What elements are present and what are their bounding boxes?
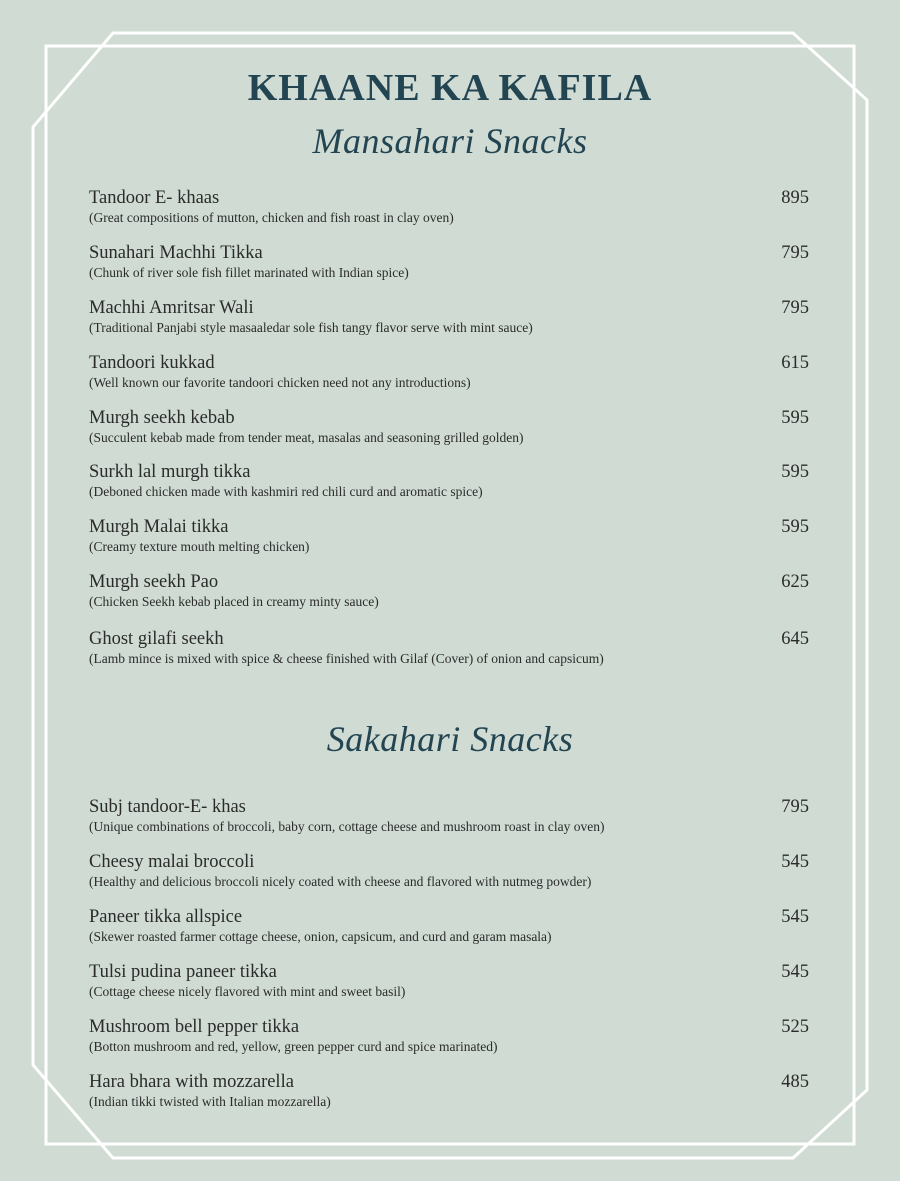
item-description: (Chicken Seekh kebab placed in creamy minty sauce)	[89, 594, 379, 609]
item-description: (Creamy texture mouth melting chicken)	[89, 539, 310, 554]
item-name: Murgh seekh Pao	[89, 572, 219, 592]
item-description: (Indian tikki twisted with Italian mozzarella)	[89, 1094, 331, 1109]
item-price: 645	[781, 629, 809, 649]
menu-item	[89, 242, 809, 282]
item-name: Paneer tikka allspice	[89, 907, 243, 927]
menu-item	[89, 516, 809, 556]
item-name: Surkh lal murgh tikka	[89, 462, 251, 482]
item-name: Murgh seekh kebab	[89, 408, 235, 428]
item-name: Machhi Amritsar Wali	[89, 298, 254, 318]
menu-item	[89, 461, 809, 501]
item-description: (Succulent kebab made from tender meat, masalas and seasoning grilled golden)	[89, 430, 524, 445]
item-price: 545	[781, 852, 809, 872]
item-price: 795	[781, 298, 809, 318]
item-name: Murgh Malai tikka	[89, 517, 229, 537]
item-description: (Cottage cheese nicely flavored with mint and sweet basil)	[89, 984, 406, 999]
item-description: (Traditional Panjabi style masaaledar sole fish tangy flavor serve with mint sauce)	[89, 320, 533, 335]
item-price: 795	[781, 797, 809, 817]
item-price: 795	[781, 243, 809, 263]
menu-item	[89, 407, 809, 447]
item-price: 595	[781, 517, 809, 537]
item-name: Sunahari Machhi Tikka	[89, 243, 263, 263]
item-price: 895	[781, 188, 809, 208]
item-name: Hara bhara with mozzarella	[89, 1072, 294, 1092]
item-description: (Well known our favorite tandoori chicken need not any introductions)	[89, 375, 471, 390]
item-price: 625	[781, 572, 809, 592]
item-price: 485	[781, 1072, 809, 1092]
menu-item	[89, 961, 809, 1001]
section-title-mansahari: Mansahari Snacks	[312, 121, 588, 161]
menu-item	[89, 187, 809, 227]
menu-item	[89, 352, 809, 392]
item-description: (Botton mushroom and red, yellow, green pepper curd and spice marinated)	[89, 1039, 498, 1054]
item-price: 615	[781, 353, 809, 373]
item-description: (Unique combinations of broccoli, baby corn, cottage cheese and mushroom roast in clay oven)	[89, 819, 605, 834]
menu-item	[89, 297, 809, 337]
menu-item	[89, 571, 809, 611]
item-description: (Great compositions of mutton, chicken and fish roast in clay oven)	[89, 210, 454, 225]
section-title-sakahari: Sakahari Snacks	[326, 719, 574, 759]
item-price: 595	[781, 408, 809, 428]
item-description: (Lamb mince is mixed with spice & cheese finished with Gilaf (Cover) of onion and capsicum)	[89, 651, 604, 666]
item-description: (Deboned chicken made with kashmiri red chili curd and aromatic spice)	[89, 484, 483, 499]
item-name: Tandoor E- khaas	[89, 188, 220, 208]
item-price: 545	[781, 962, 809, 982]
item-description: (Skewer roasted farmer cottage cheese, onion, capsicum, and curd and garam masala)	[89, 929, 552, 944]
item-name: Tandoori kukkad	[89, 353, 215, 373]
menu-item	[89, 628, 809, 668]
item-name: Subj tandoor-E- khas	[89, 797, 246, 817]
item-name: Cheesy malai broccoli	[89, 852, 255, 872]
menu-item	[89, 1071, 809, 1111]
item-name: Ghost gilafi seekh	[89, 629, 224, 649]
restaurant-title: KHAANE KA KAFILA	[247, 67, 653, 109]
item-price: 525	[781, 1017, 809, 1037]
menu-item	[89, 1016, 809, 1056]
item-price: 595	[781, 462, 809, 482]
menu-item	[89, 796, 809, 836]
menu-item	[89, 851, 809, 891]
item-price: 545	[781, 907, 809, 927]
item-description: (Healthy and delicious broccoli nicely coated with cheese and flavored with nutmeg powder)	[89, 874, 592, 889]
item-name: Tulsi pudina paneer tikka	[89, 962, 277, 982]
item-name: Mushroom bell pepper tikka	[89, 1017, 300, 1037]
menu-item	[89, 906, 809, 946]
item-description: (Chunk of river sole fish fillet marinated with Indian spice)	[89, 265, 409, 280]
